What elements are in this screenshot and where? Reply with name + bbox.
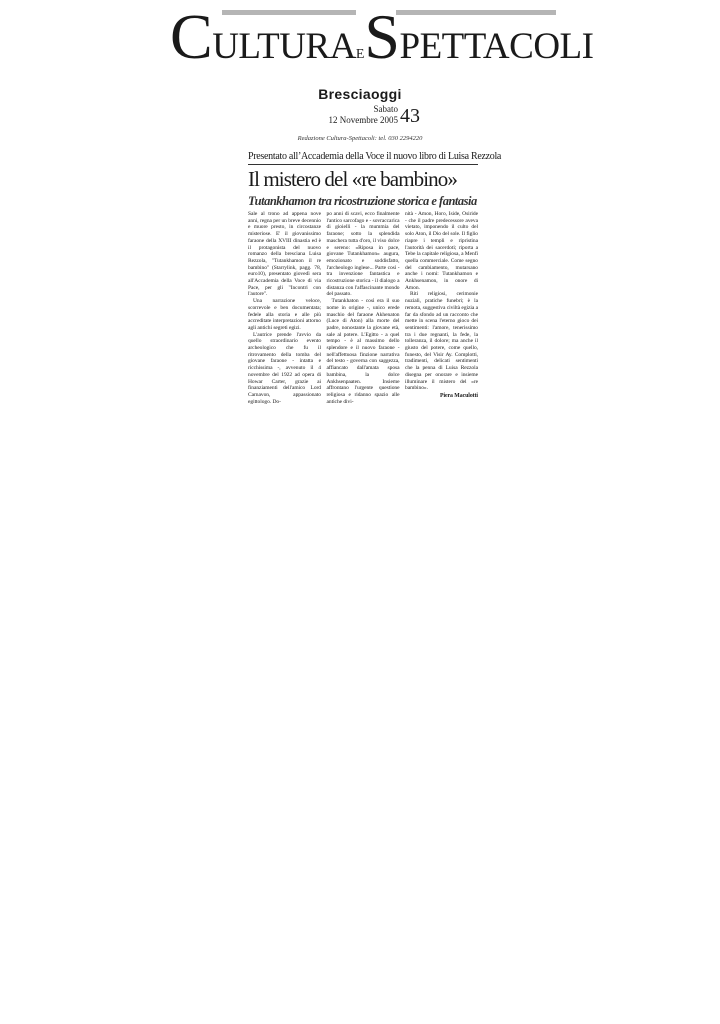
paragraph: Tutankhaton - così era il suo nome in origine -, unico erede maschio del faraone Akhenaton (Luce di Aton) alla morte del padre, nonostante la giovane età, sale al potere. L'Egitto - a quel tempo - è al massimo dello splendore e il nuovo faraone - nell'affettuosa finzione narrativa del testo - governa con saggezza, affiancato dall'amata sposa bambina, la dolce Ankhsenpaaten. Insieme affrontano l'urgente questione religiosa e ridanno spazio alle antiche divi- [326,298,400,405]
article-body [248,211,478,405]
article [248,151,502,405]
article-column-3 [405,211,478,405]
article-column-1 [248,211,321,405]
paragraph: Sale al trono ad appena nove anni, regna per un breve decennio e muore presto, in circostanze misteriose. E' il giovanissimo faraone della XVIII dinastia ed è il protagonista del nuovo romanzo della bresciana Luisa Rezzola, "Tutankhamon il re bambino" (Starrylink, pagg. 78, euro10), presentato giovedì sera all'Accademia della Voce di via Pace, per gli "Incontri con l'autore". [248,211,321,298]
article-subhead: Tutankhamon tra ricostruzione storica e fantasia [248,194,477,208]
newspaper-name: Bresciaoggi [318,86,402,102]
article-headline: Il mistero del «re bambino» [248,167,457,191]
issue-day: Sabato [373,104,398,114]
author-signature: Piera Maculotti [439,392,478,399]
article-kicker: Presentato all’Accademia della Voce il nuovo libro di Luisa Rezzola [248,151,478,165]
issue-date: 12 Novembre 2005 [328,115,398,125]
article-column-2 [327,211,400,405]
paragraph: nità - Amon, Horo, Iside, Osiride - che il padre predecessore aveva vietato, imponendo il culto del solo Aton, il Dio del sole. Il figlio riapre i templi e ripristina l'autorità dei sacerdoti; riporta a Tebe la capitale religiosa, a Menfi quella commerciale. Come segno del cambiamento, mutarsano anche i nomi: Tutankhamon e Ankhsenamon, in onore di Amon. [405,211,478,291]
paragraph: L'autrice prende l'avvio da quello straordinario evento archeologico che fu il ritrovamento della tomba del giovane faraone - intatta e ricchissima -, avvenuto il 4 novembre del 1922 ad opera di Howar Carter, grazie ai finanziamenti dell'amico Lord Carnavon, appassionato egittologo. Do- [248,331,321,405]
paragraph: Riti religiosi, cerimonie nuziali, pratiche funebri; è la remota, suggestiva civiltà egizia a far da sfondo ad un racconto che mette in scena l'eterno gioco dei sentimenti: l'amore, tenerissimo tra i due regnanti, la fede, la tolleranza, il dolore; ma anche il giusto del potere, come quello, funesto, del Visir Ay. Complotti, tradimenti, delicati sentimenti che la penna di Luisa Rezzola disegna per onorare e insieme illuminare il mistero del «re bambino». [405,291,478,392]
redazione-contact: Redazione Cultura-Spettacoli: tel. 030 2294220 [297,135,423,142]
paragraph: po anni di scavi, ecco finalmente l'antico sarcofago e - sovraccarica di gioielli - la mummia del faraone; sotto la splendida maschera tutta d'oro, il viso dolce e sereno: «Riposa in pace, giovane Tutankhamon» augura, emozionato e soddisfatto, l'archeologo inglese... Parte così - tra invenzione fantastica e ricostruzione storica - il dialogo a distanza con l'affascinante mondo del passato. [326,211,400,298]
section-title: CULTURAESPETTACOLI [170,1,594,72]
section-masthead [170,1,594,72]
date-block [318,104,428,130]
page-number: 43 [400,105,420,127]
paragraph: Una narrazione veloce, scorrevole e ben documentata; fedele alla storia e alle più accreditate interpretazioni attorno agli antichi segreti egizi. [248,298,321,331]
